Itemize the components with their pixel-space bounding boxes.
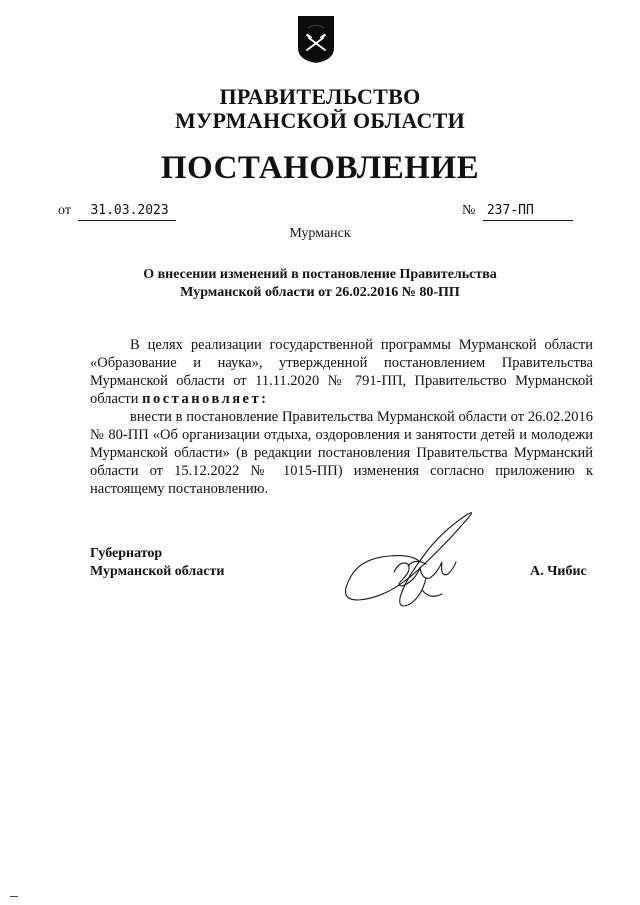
document-number-row <box>462 202 573 221</box>
body-paragraph-decision: внести в постановление Правительства Мурманской области от 26.02.2016 № 80-ПП «Об организации отдыха, оздоровления и занятости детей и молодежи Мурманской области» (в редакции постановления Правительства Мурманский области от 15.12.2022 № 1015-ПП) изменения согласно приложению к настоящему постановлению. <box>90 409 593 497</box>
document-type-title: ПОСТАНОВЛЕНИЕ <box>160 150 480 186</box>
subject-line2: Мурманской области от 26.02.2016 № 80-ПП <box>180 285 460 300</box>
document-date-row <box>58 202 176 221</box>
document-number: 237-ПП <box>483 202 573 221</box>
signatory-title <box>90 545 224 581</box>
document-body <box>90 336 593 498</box>
coat-of-arms-icon <box>296 14 336 64</box>
body-paragraph-preamble <box>90 336 593 408</box>
signatory-title-line2: Мурманской области <box>90 564 225 579</box>
preamble-text: В целях реализации государственной программы Мурманской области «Образование и наука», утвержденной постановлением Правительства Мурманской области от 11.11.2020 № 791-ПП, Правительство Мурманской области <box>90 337 593 407</box>
decree-word: постановляет: <box>142 391 269 407</box>
subject-line1: О внесении изменений в постановление Правительства <box>143 267 497 282</box>
page-edge-mark <box>10 896 18 897</box>
number-prefix: № <box>462 203 476 218</box>
city-name: Мурманск <box>289 226 351 241</box>
handwritten-signature-icon <box>330 508 480 628</box>
signer-name: А. Чибис <box>530 564 587 579</box>
signatory-title-line1: Губернатор <box>90 546 163 561</box>
organization-name-line1: ПРАВИТЕЛЬСТВО <box>219 84 421 109</box>
date-prefix: от <box>58 203 71 218</box>
document-date: 31.03.2023 <box>78 202 176 221</box>
organization-name-line2: МУРМАНСКОЙ ОБЛАСТИ <box>174 108 466 133</box>
